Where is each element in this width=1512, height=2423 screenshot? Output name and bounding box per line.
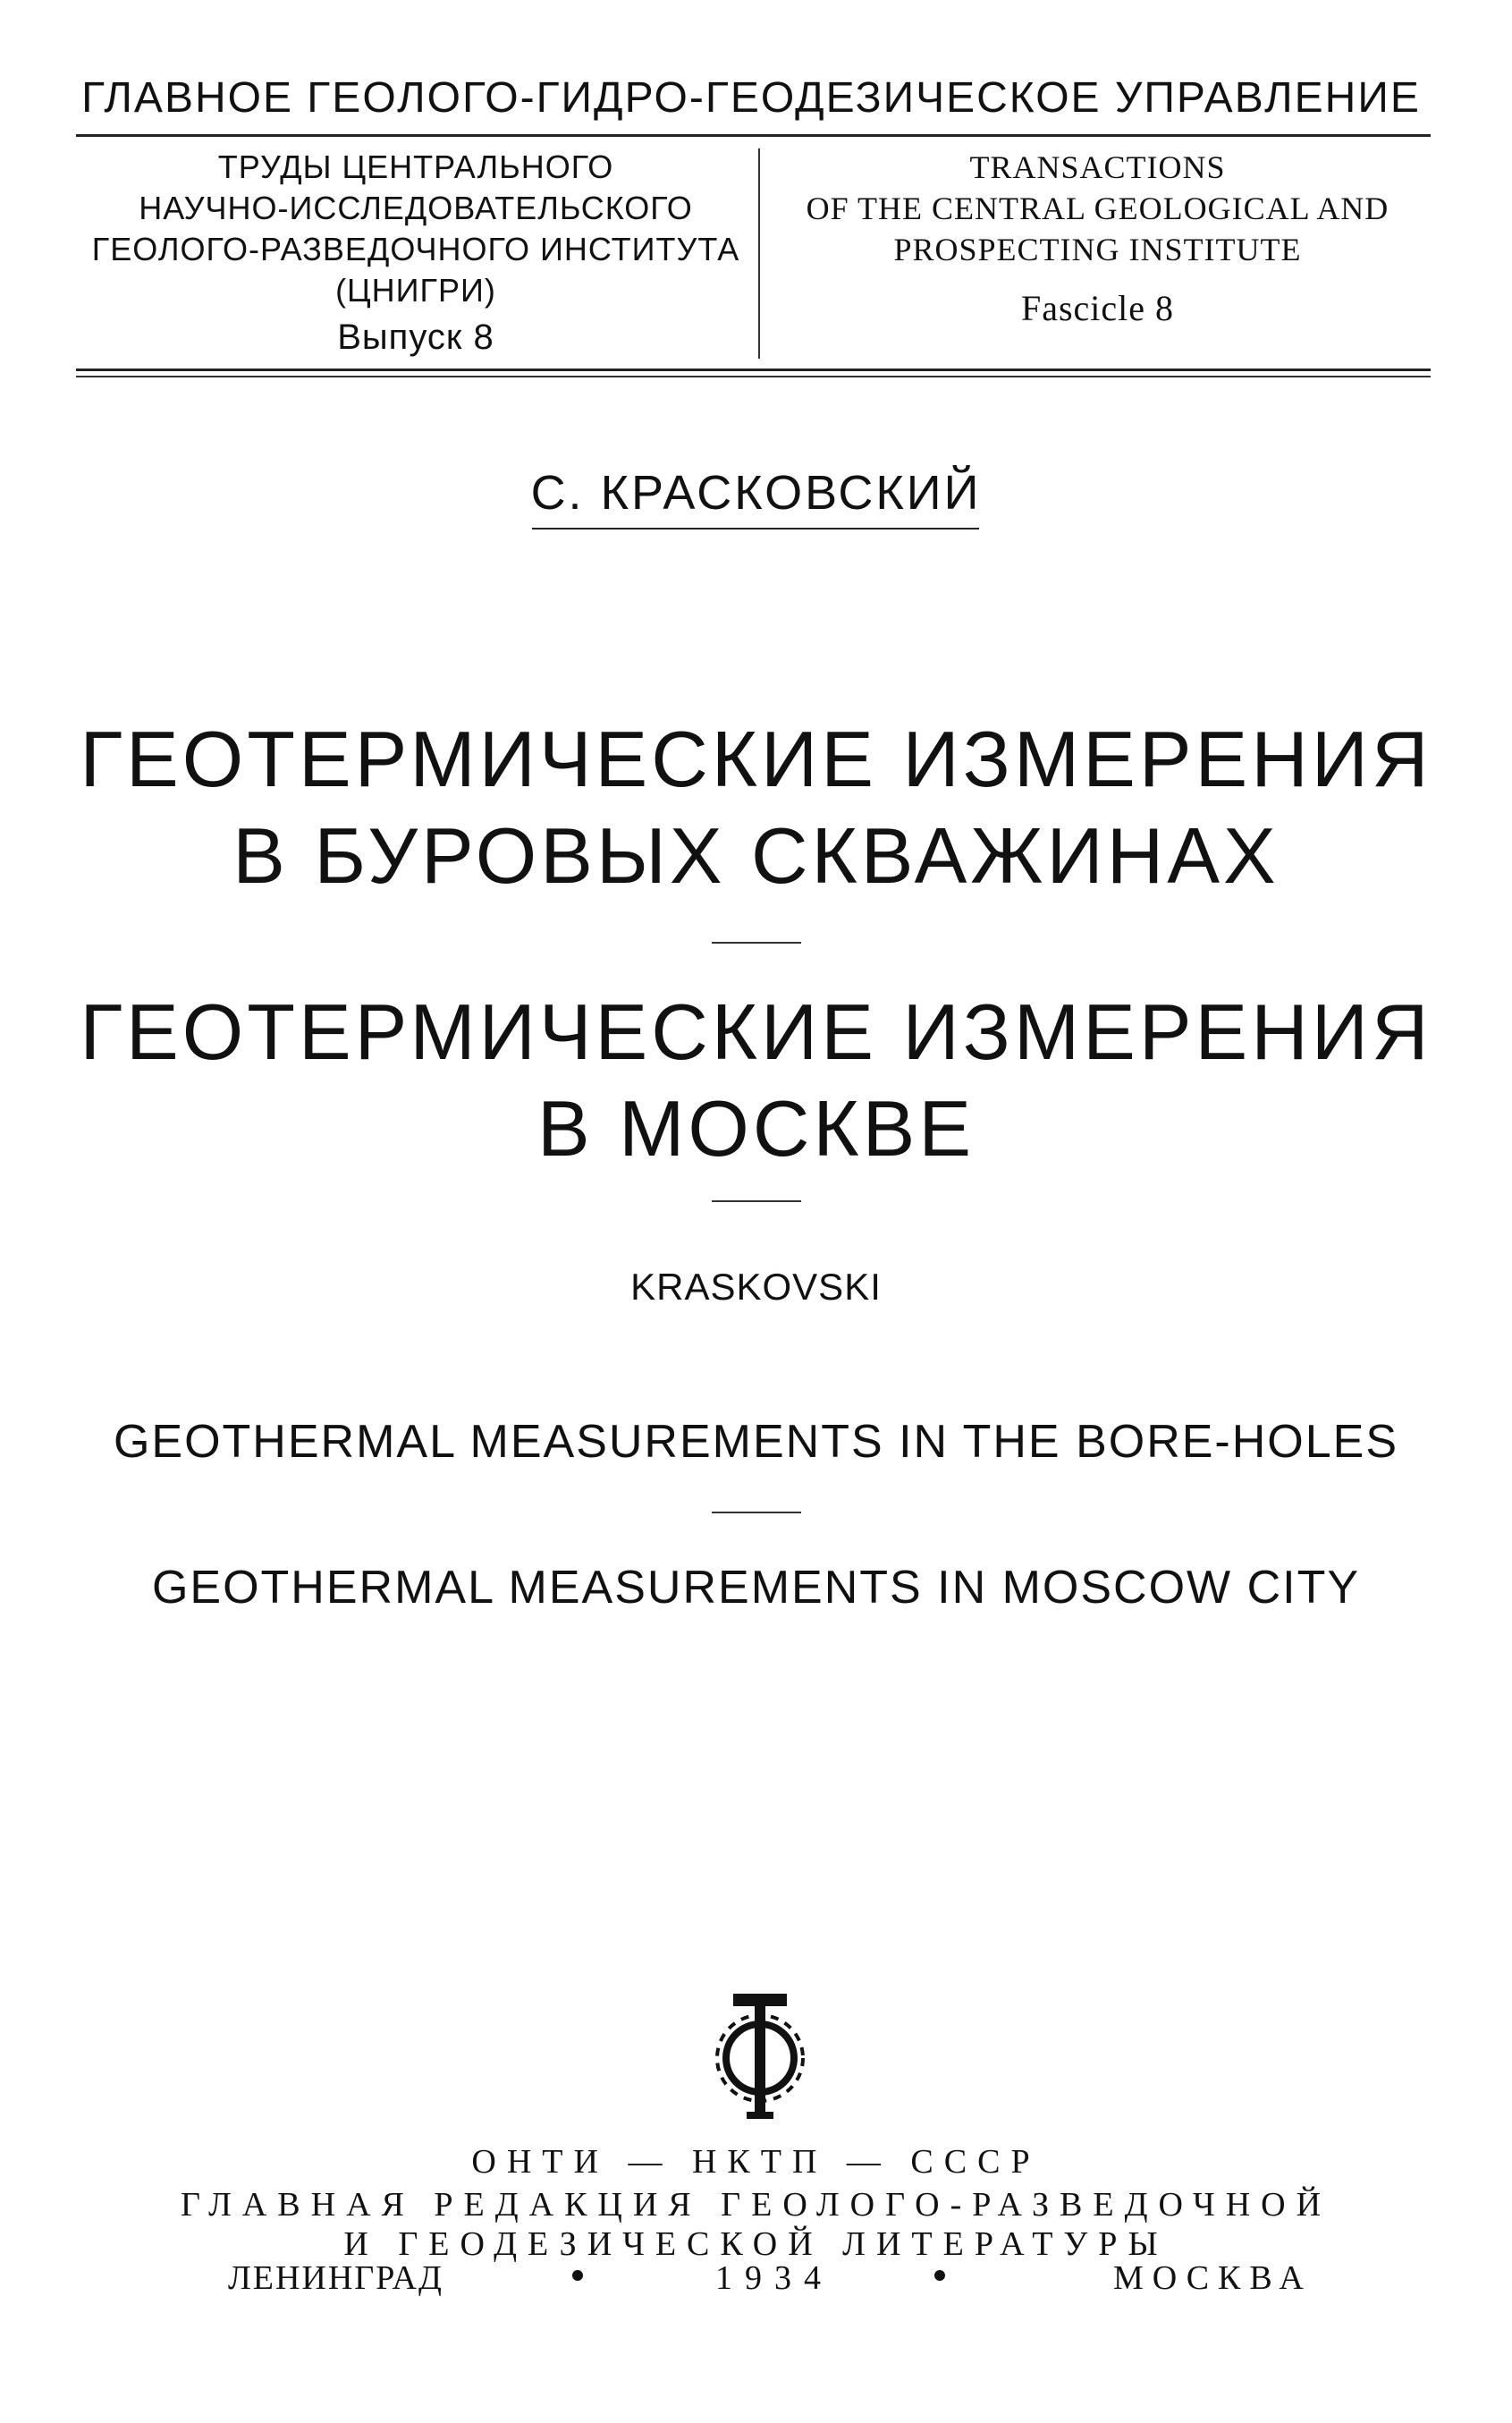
issue-number-ru: Выпуск 8 [337,318,494,357]
imprint-bullet-2 [934,2270,945,2281]
imprint-bullet-1 [572,2270,583,2281]
author-name: С. КРАСКОВСКИЙ [530,466,982,520]
title-ru-1-line-1: ГЕОТЕРМИЧЕСКИЕ ИЗМЕРЕНИЯ [80,715,1432,803]
header-bottom-rule [76,369,1431,371]
title-ru-2-line-1: ГЕОТЕРМИЧЕСКИЕ ИЗМЕРЕНИЯ [80,987,1432,1076]
title-en-2: GEOTHERMAL MEASUREMENTS IN MOSCOW CITY [151,1562,1361,1614]
publisher-emblem-icon [711,1990,809,2124]
header-bottom-rule-2 [76,376,1431,377]
title-ru-1-line-2: В БУРОВЫХ СКВАЖИНАХ [232,811,1280,900]
issue-number-en: Fascicle 8 [1020,288,1175,328]
series-en-line-3: PROSPECTING INSTITUTE [893,232,1302,267]
city-leningrad: ЛЕНИНГРАД [228,2259,443,2297]
city-moscow: МОСКВА [1113,2259,1313,2297]
author-name-en: KRASKOVSKI [630,1266,882,1308]
series-ru-line-1: ТРУДЫ ЦЕНТРАЛЬНОГО [217,148,614,185]
series-ru-line-3: ГЕОЛОГО-РАЗВЕДОЧНОГО ИНСТИТУТА [91,231,740,267]
publisher-line-2: ГЛАВНАЯ РЕДАКЦИЯ ГЕОЛОГО-РАЗВЕДОЧНОЙ [180,2186,1332,2224]
title-separator-2 [712,1200,801,1202]
series-en-line-1: TRANSACTIONS [969,149,1226,185]
title-en-separator [712,1512,801,1513]
series-ru-line-4: (ЦНИГРИ) [335,272,496,309]
publication-year: 1934 [715,2259,833,2297]
series-header [76,141,1431,367]
series-en-line-2: OF THE CENTRAL GEOLOGICAL AND [806,191,1390,226]
series-russian [76,147,756,358]
publisher-line-1: ОНТИ — НКТП — СССР [471,2143,1041,2181]
series-english [764,147,1431,329]
title-en-1: GEOTHERMAL MEASUREMENTS IN THE BORE-HOLES [113,1416,1399,1468]
series-ru-line-2: НАУЧНО-ИССЛЕДОВАТЕЛЬСКОГО [139,190,693,226]
title-ru-2-line-2: В МОСКВЕ [536,1084,976,1173]
header-top-rule [76,134,1431,137]
organization-heading: ГЛАВНОЕ ГЕОЛОГО-ГИДРО-ГЕОДЕЗИЧЕСКОЕ УПРАВЛЕНИЕ [81,74,1421,122]
author-underline [532,528,979,530]
header-column-divider [758,148,760,359]
publisher-line-3: И ГЕОДЕЗИЧЕСКОЙ ЛИТЕРАТУРЫ [343,2225,1169,2263]
title-separator-1 [712,942,801,944]
